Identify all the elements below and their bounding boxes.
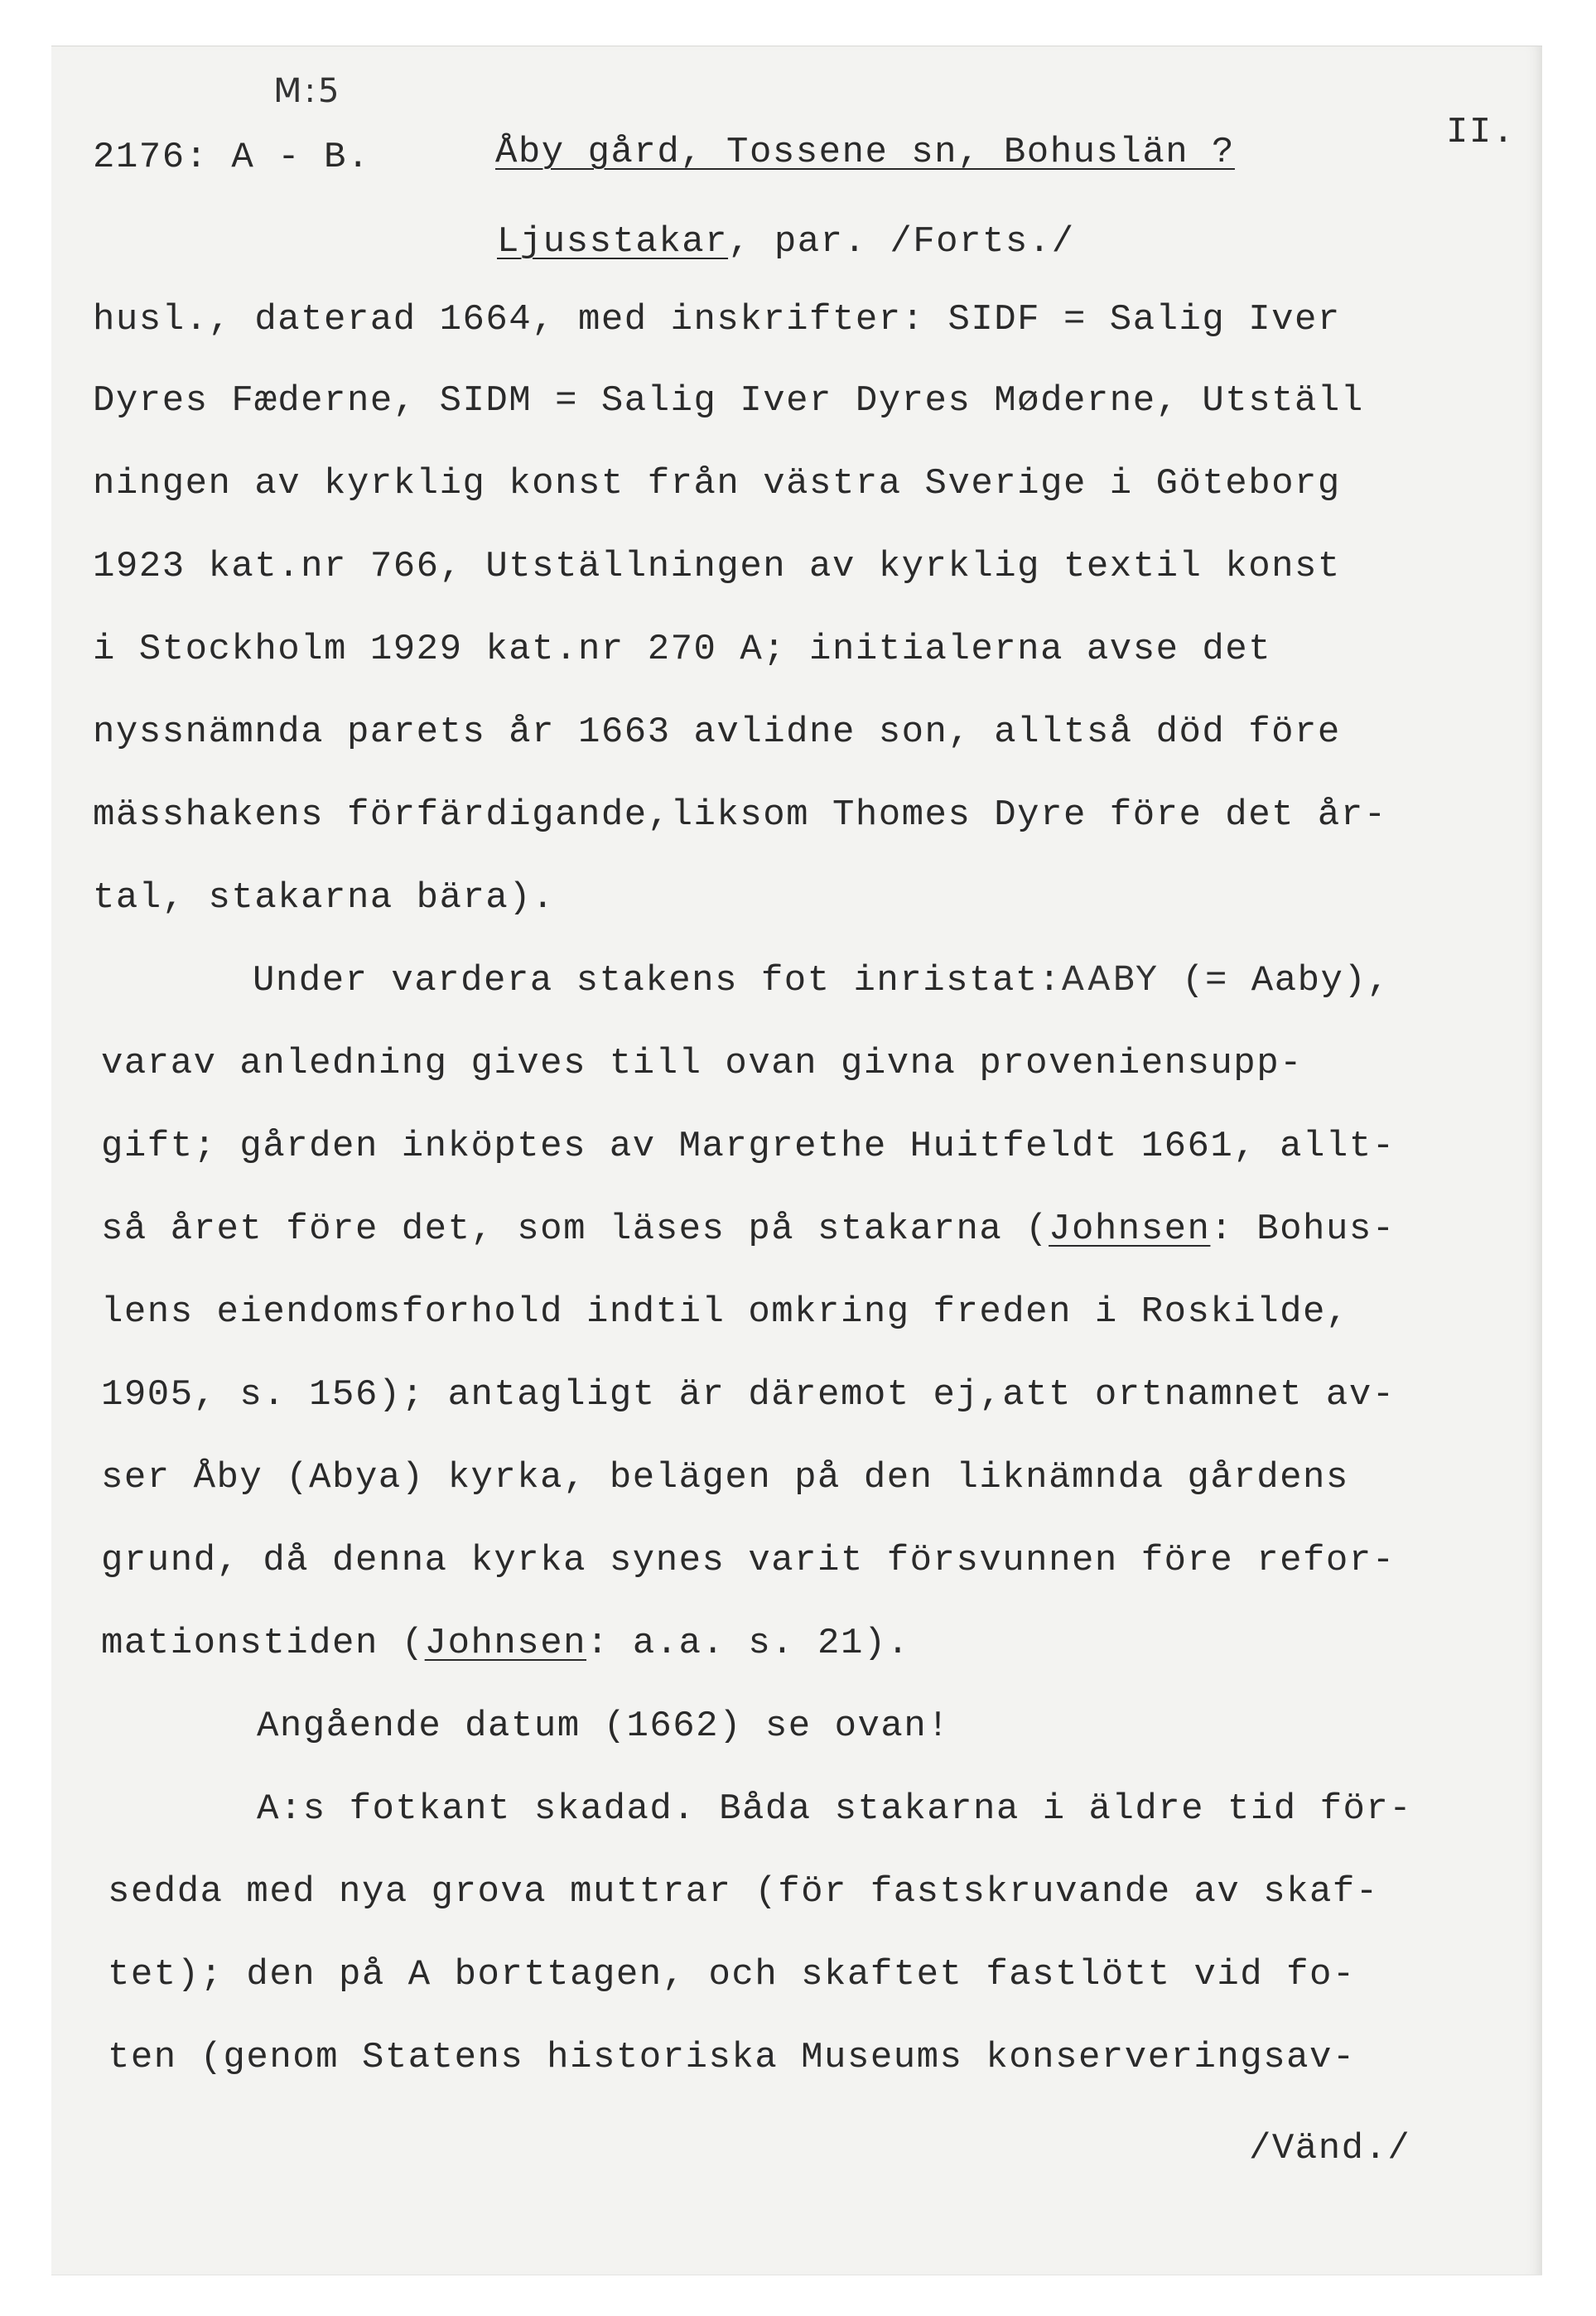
line-12-end: : Bohus-	[1210, 1209, 1396, 1250]
turn-over-note: /Vänd./	[1249, 2128, 1411, 2169]
reference-author: Johnsen	[1049, 1209, 1211, 1250]
page-numeral: II.	[1446, 112, 1516, 153]
catalog-number: 2176: A - B.	[93, 137, 370, 178]
text-line-9	[253, 960, 1391, 1001]
line-12-start: så året före det, som läses på stakarna (	[101, 1209, 1049, 1250]
text-line-10: varav anledning gives till ovan givna proveniensupp-	[101, 1043, 1304, 1084]
text-line-2: Dyres Fæderne, SIDM = Salig Iver Dyres Møderne, Utställ	[93, 380, 1364, 422]
text-line-20: sedda med nya grova muttrar (för fastskruvande av skaf-	[108, 1871, 1379, 1913]
text-line-17	[101, 1625, 910, 1662]
text-line-15: ser Åby (Abya) kyrka, belägen på den liknämnda gårdens	[101, 1457, 1349, 1498]
text-line-16: grund, då denna kyrka synes varit försvunnen före refor-	[101, 1540, 1396, 1581]
line-17-start: mationstiden (	[101, 1623, 425, 1664]
object-name: Ljusstakar	[497, 221, 729, 263]
text-line-8: tal, stakarna bära).	[93, 877, 556, 919]
text-line-21: tet); den på A borttagen, och skaftet fastlött vid fo-	[108, 1954, 1356, 1995]
inscription-mark: AABY	[1061, 960, 1160, 998]
text-line-3: ningen av kyrklig konst från västra Sverige i Göteborg	[93, 463, 1341, 504]
text-line-5: i Stockholm 1929 kat.nr 270 A; initialerna avse det	[93, 629, 1272, 670]
text-line-6: nyssnämnda parets år 1663 avlidne son, alltså död före	[93, 712, 1341, 753]
text-line-22: ten (genom Statens historiska Museums konserveringsav-	[108, 2037, 1356, 2078]
handwritten-mark: M:5	[273, 72, 342, 110]
object-suffix: , par. /Forts./	[728, 221, 1075, 263]
location-heading: Åby gård, Tossene sn, Bohuslän ?	[495, 132, 1235, 173]
line-17-end: : a.a. s. 21).	[586, 1623, 910, 1664]
object-heading	[497, 221, 1075, 263]
text-line-19: A:s fotkant skadad. Båda stakarna i äldre tid för-	[257, 1788, 1413, 1830]
text-line-1: husl., daterad 1664, med inskrifter: SIDF = Salig Iver	[93, 299, 1341, 340]
text-line-12	[101, 1209, 1396, 1250]
inscription-gloss: (= Aaby),	[1159, 960, 1391, 1001]
text-line-7: mässhakens förfärdigande,liksom Thomes Dyre före det år-	[93, 794, 1387, 836]
reference-author: Johnsen	[424, 1623, 587, 1664]
inscription-intro: Under vardera stakens fot inristat:	[253, 960, 1062, 1001]
text-line-4: 1923 kat.nr 766, Utställningen av kyrklig textil konst	[93, 546, 1341, 587]
text-line-13: lens eiendomsforhold indtil omkring freden i Roskilde,	[101, 1291, 1349, 1333]
text-line-14: 1905, s. 156); antagligt är däremot ej,att ortnamnet av-	[101, 1374, 1396, 1416]
text-line-11: gift; gården inköptes av Margrethe Huitfeldt 1661, allt-	[101, 1126, 1396, 1167]
text-line-18: Angående datum (1662) se ovan!	[257, 1706, 951, 1747]
